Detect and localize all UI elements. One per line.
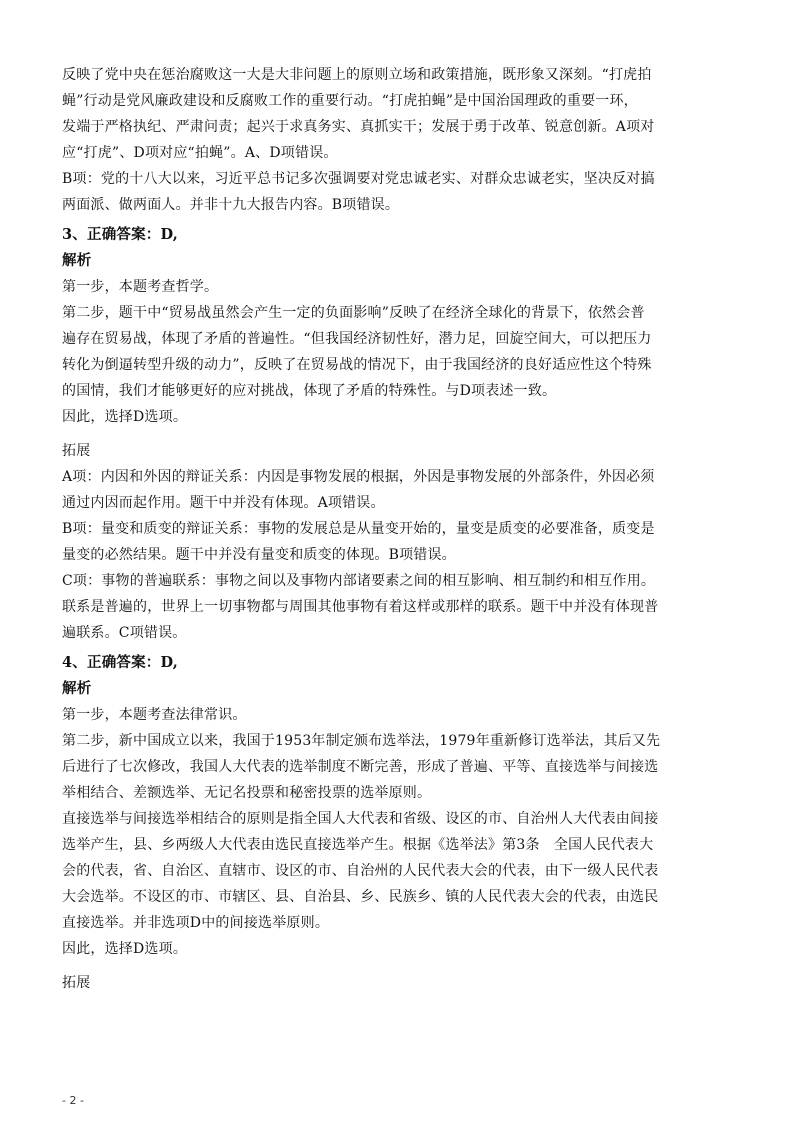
- text-line: 发端于严格执纪、严肃问责；起兴于求真务实、真抓实干；发展于勇于改革、锐意创新。A项对: [62, 119, 655, 135]
- text-line: 蝇”行动是党风廉政建设和反腐败工作的重要行动。“打虎拍蝇”是中国治国理政的重要一环，: [62, 93, 638, 109]
- page-number: - 2 -: [62, 1094, 84, 1107]
- text-line: 直接选举。并非选项D中的间接选举原则。: [62, 915, 330, 931]
- text-line: B项：量变和质变的辩证关系：事物的发展总是从量变开始的，量变是质变的必要准备，质变是: [62, 521, 655, 537]
- paragraph-gap: [62, 430, 748, 438]
- text-line: 两面派、做两面人。并非十九大报告内容。B项错误。: [62, 197, 400, 213]
- text-line: 会的代表，省、自治区、直辖市、设区的市、自治州的人民代表大会的代表，由下一级人民代表: [62, 863, 659, 879]
- text-line: 转化为倒逼转型升级的动力”，反映了在贸易战的情况下，由于我国经济的良好适应性这个特殊: [62, 357, 652, 373]
- text-line: 量变的必然结果。题干中并没有量变和质变的体现。B项错误。: [62, 547, 456, 563]
- text-line: 第一步，本题考查哲学。: [62, 279, 219, 295]
- document-body: [62, 62, 748, 996]
- text-line: 选举产生，县、乡两级人大代表由选民直接选举产生。根据《选举法》第3条 全国人民代表大: [62, 837, 654, 853]
- text-line: B项：党的十八大以来，习近平总书记多次强调要对党忠诚老实、对群众忠诚老实，坚决反对搞: [62, 171, 655, 187]
- section-heading: 解析: [62, 680, 92, 697]
- text-line: 的国情，我们才能够更好的应对挑战，体现了矛盾的特殊性。与D项表述一致。: [62, 383, 557, 399]
- text-line: 直接选举与间接选举相结合的原则是指全国人大代表和省级、设区的市、自治州人大代表由间接: [62, 811, 659, 827]
- text-line: 联系是普遍的，世界上一切事物都与周围其他事物有着这样或那样的联系。题干中并没有体现普: [62, 599, 659, 615]
- text-line: 第二步，新中国成立以来，我国于1953年制定颁布选举法，1979年重新修订选举法，其后又先: [62, 733, 661, 749]
- text-line: 后进行了七次修改，我国人大代表的选举制度不断完善，形成了普遍、平等、直接选举与间接选: [62, 759, 659, 775]
- text-line: 反映了党中央在惩治腐败这一大是大非问题上的原则立场和政策措施，既形象又深刻。“打虎拍: [62, 67, 652, 83]
- text-line: 因此，选择D选项。: [62, 409, 188, 425]
- text-line: A项：内因和外因的辩证关系：内因是事物发展的根据，外因是事物发展的外部条件，外因必须: [62, 469, 655, 485]
- section-heading: 3、正确答案：D,: [62, 226, 178, 243]
- text-line: 拓展: [62, 443, 91, 459]
- text-line: 拓展: [62, 975, 91, 991]
- text-line: 应“打虎”、D项对应“拍蝇”。A、D项错误。: [62, 145, 338, 161]
- paragraph-gap: [62, 962, 748, 970]
- text-line: 第一步，本题考查法律常识。: [62, 707, 247, 723]
- text-line: 因此，选择D选项。: [62, 941, 188, 957]
- text-line: 通过内因而起作用。题干中并没有体现。A项错误。: [62, 495, 385, 511]
- text-line: 举相结合、差额选举、无记名投票和秘密投票的选举原则。: [62, 785, 432, 801]
- section-heading: 解析: [62, 252, 92, 269]
- text-line: 遍存在贸易战，体现了矛盾的普遍性。“但我国经济韧性好，潜力足，回旋空间大，可以把压力: [62, 331, 652, 347]
- text-line: C项：事物的普遍联系：事物之间以及事物内部诸要素之间的相互影响、相互制约和相互作用。: [62, 573, 656, 589]
- text-line: 遍联系。C项错误。: [62, 625, 187, 641]
- section-heading: 4、正确答案：D,: [62, 654, 178, 671]
- text-line: 第二步，题干中“贸易战虽然会产生一定的负面影响”反映了在经济全球化的背景下，依然会普: [62, 305, 645, 321]
- text-line: 大会选举。不设区的市、市辖区、县、自治县、乡、民族乡、镇的人民代表大会的代表，由选民: [62, 889, 659, 905]
